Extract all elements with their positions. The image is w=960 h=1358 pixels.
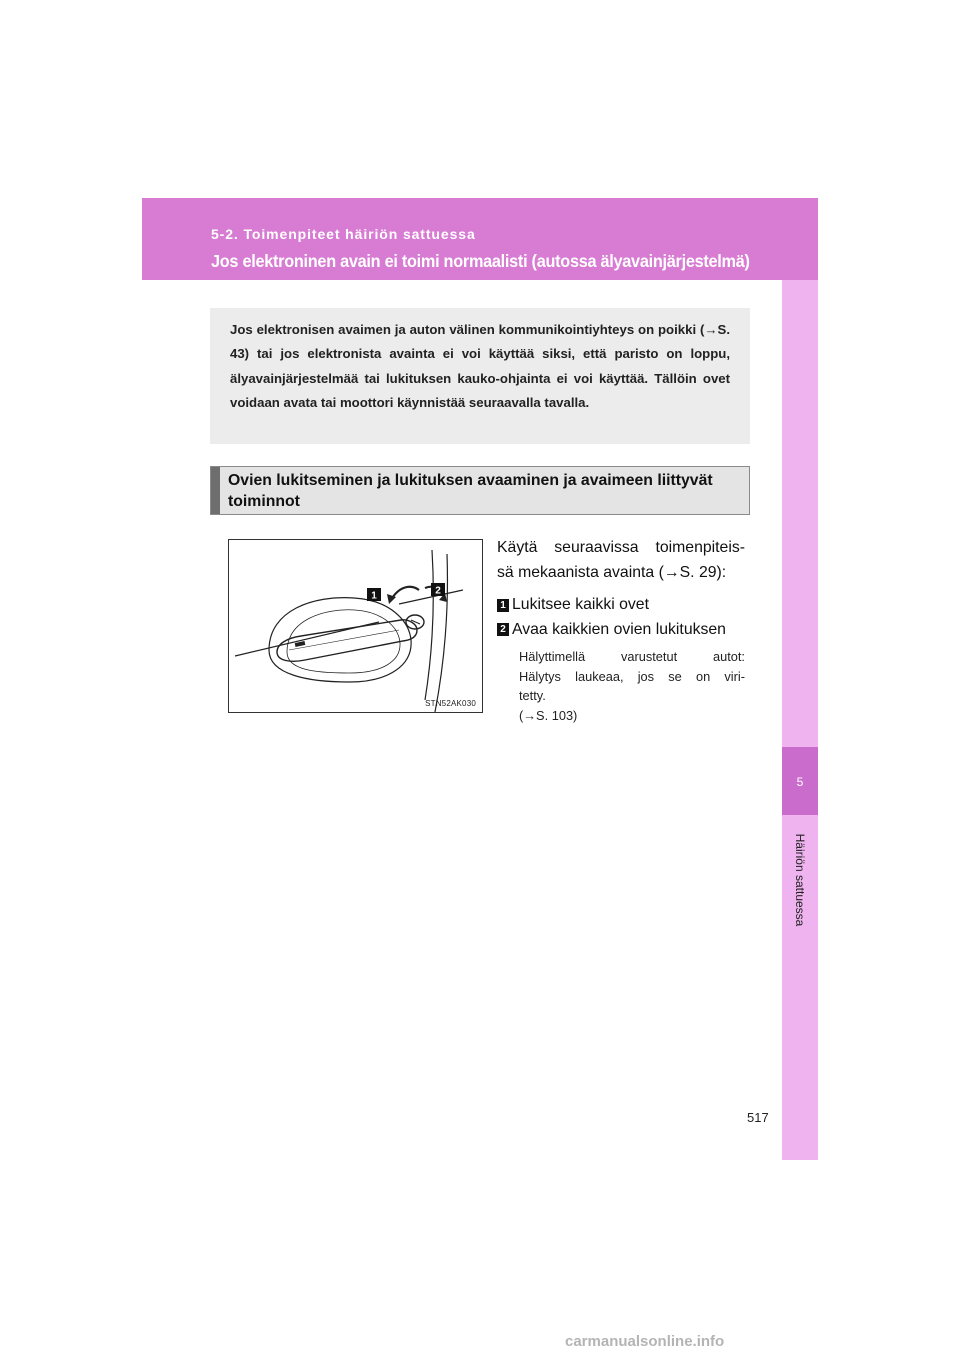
- note-line-3: tetty.: [519, 688, 546, 703]
- door-handle-illustration: [229, 540, 484, 714]
- chapter-number: 5: [796, 775, 804, 789]
- sidebar-top: [782, 198, 818, 280]
- figure-label-2: 2: [435, 585, 441, 597]
- page-number: 517: [747, 1110, 769, 1125]
- step-item: [497, 618, 745, 643]
- page-title: Jos elektroninen avain ei toimi normaalisti (autossa älyavainjärjestelmä): [211, 251, 750, 271]
- figure-label-1: 1: [371, 590, 377, 602]
- chapter-title: Häiriön sattuessa: [793, 833, 807, 927]
- instruction-line-2: sä mekaanista avainta (→S. 29):: [497, 563, 727, 581]
- step-text: Avaa kaikkien ovien lukituksen: [512, 620, 726, 638]
- step-text: Lukitsee kaikki ovet: [512, 596, 649, 613]
- footer-watermark: carmanualsonline.info: [565, 1333, 725, 1350]
- alarm-note: [519, 647, 745, 725]
- chapter-tab[interactable]: [782, 747, 818, 815]
- page-reference-link[interactable]: (→S. 103): [519, 707, 578, 723]
- step-item: [497, 593, 745, 618]
- chapter-header: [142, 198, 818, 280]
- subheading-bar: [211, 467, 220, 514]
- note-line-2: Hälytys laukeaa, jos se on viri-: [519, 668, 745, 684]
- note-line-1: Hälyttimellä varustetut autot:: [519, 649, 745, 664]
- section-label: 5-2. Toimenpiteet häiriön sattuessa: [211, 226, 476, 242]
- door-handle-figure: [228, 539, 483, 713]
- subheading-text: Ovien lukitseminen ja lukituksen avaaminen ja avaimeen liittyvät toiminnot: [228, 472, 713, 510]
- intro-box: [210, 308, 750, 444]
- instruction-line-1: Käytä seuraavissa toimenpiteis-: [497, 539, 745, 556]
- chapter-sidebar: [782, 280, 818, 1160]
- subheading: [210, 466, 750, 515]
- instructions: [497, 536, 745, 725]
- step-number-badge: 2: [497, 623, 509, 636]
- figure-code: STN52AK030: [425, 699, 476, 708]
- step-number-badge: 1: [497, 599, 509, 612]
- intro-text: Jos elektronisen avaimen ja auton välinen kommunikointiyhteys on poikki (→S. 43) tai jos elektronista avainta ei voi käyttää siksi, että paristo on loppu, älyavainjärjestelmää tai lukituksen kauko-ohjainta ei voi käyttää. Tällöin ovet voidaan avata tai moottori käynnistää seuraavalla tavalla.: [230, 322, 730, 410]
